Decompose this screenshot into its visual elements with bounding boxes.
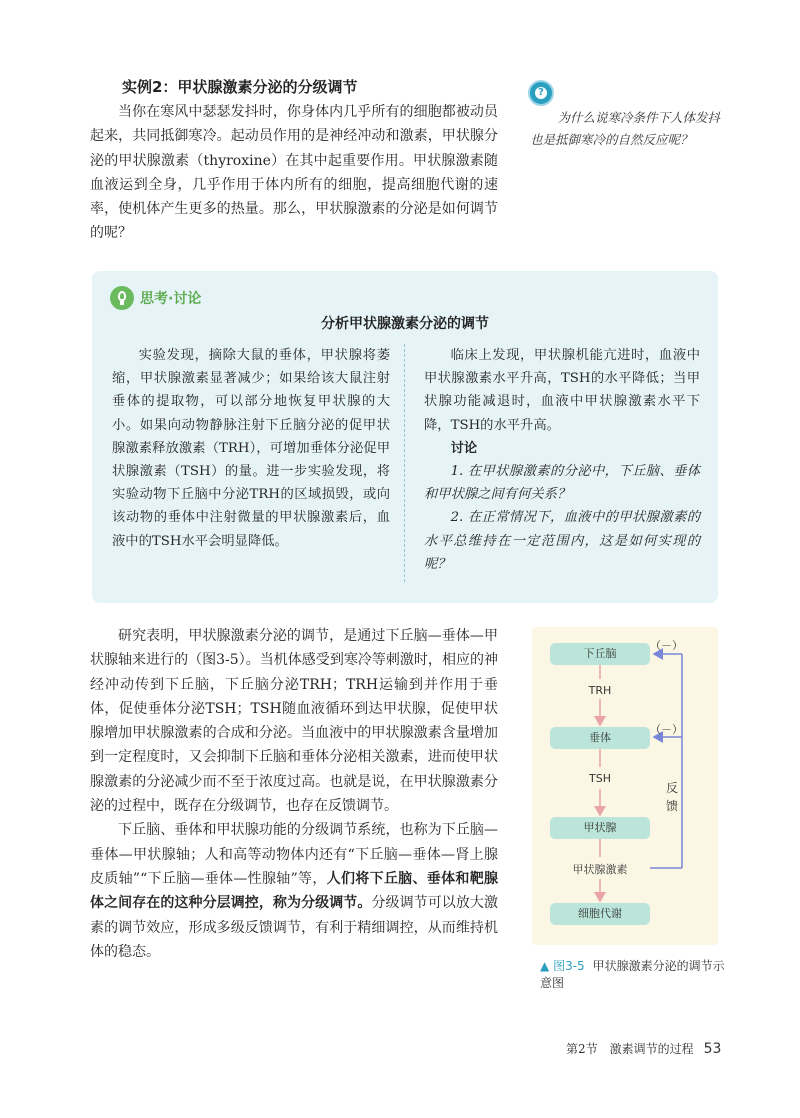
side-question: 为什么说寒冷条件下人体发抖也是抵御寒冷的自然反应呢？	[530, 110, 721, 147]
inhibit-label-2: （－）	[650, 723, 683, 736]
caption-marker: ▲	[540, 959, 550, 973]
flow-arrows	[532, 627, 718, 945]
column-divider	[404, 344, 405, 582]
main-paragraph-1: 研究表明，甲状腺激素分泌的调节，是通过下丘脑—垂体—甲状腺轴来进行的（图3-5）。当机体感受到寒冷等刺激时，相应的神经冲动传到下丘脑，下丘脑分泌TRH；TRH运输到并作用于垂体，促使垂体分泌TSH；TSH随血液循环到达甲状腺，促使甲状腺增加甲状腺激素的合成和分泌。当血液中的甲状腺激素含量增加到一定程度时，又会抑制下丘脑和垂体分泌相关激素，进而使甲状腺激素的分泌减少而不至于浓度过高。也就是说，在甲状腺激素分泌的过程中，既存在分级调节，也存在反馈调节。	[90, 628, 498, 815]
main-paragraph-2-end: 分级调节可以放大激素的调节效应，形成多级反馈调节，有利于精细调控，从而维持机体的稳态。	[90, 895, 499, 960]
feedback-label: 反馈	[666, 781, 679, 813]
discussion-question-1: 1. 在甲状腺激素的分泌中，下丘脑、垂体和甲状腺之间有何关系？	[424, 464, 700, 503]
discussion-question-2: 2. 在正常情况下，血液中的甲状腺激素的水平总维持在一定范围内，这是如何实现的呢？	[424, 510, 700, 572]
key-definition: 人们将下丘脑、垂体和靶腺体之间存在的这种分层调控，称为分级调节。	[90, 870, 499, 912]
discussion-label: 讨论	[450, 440, 478, 456]
think-discuss-badge	[110, 286, 201, 310]
node-cell-metabolism: 细胞代谢	[550, 903, 650, 925]
section-heading: 实例2：甲状腺激素分泌的分级调节	[122, 78, 358, 96]
figure-number: 图3-5	[553, 959, 585, 973]
label-tsh: TSH	[589, 772, 611, 785]
caption-text: 甲状腺激素分泌的调节示意图	[540, 959, 725, 990]
page-number: 53	[703, 1041, 722, 1057]
page-footer	[566, 1040, 721, 1057]
axis-flow-diagram	[532, 627, 718, 945]
intro-text: 当你在寒风中瑟瑟发抖时，你身体内几乎所有的细胞都被动员起来，共同抵御寒冷。起动员作用的是神经冲动和激素，甲状腺分泌的甲状腺激素（thyroxine）在其中起重要作用。甲状腺激素随血液运到全身，几乎作用于体内所有的细胞，提高细胞代谢的速率，使机体产生更多的热量。那么，甲状腺激素的分泌是如何调节的呢？	[90, 104, 498, 242]
label-trh: TRH	[588, 684, 612, 697]
main-text	[90, 624, 498, 964]
think-right-column	[424, 344, 700, 576]
node-pituitary: 垂体	[550, 727, 650, 749]
lightbulb-icon	[110, 286, 134, 310]
inhibit-label-1: （－）	[650, 639, 683, 652]
think-discuss-label: 思考·讨论	[140, 291, 202, 307]
node-thyroid: 甲状腺	[550, 817, 650, 839]
question-icon: ?	[528, 80, 554, 106]
think-right-paragraph: 临床上发现，甲状腺机能亢进时，血液中甲状腺激素水平升高，TSH的水平降低；当甲状腺功能减退时，血液中甲状腺激素水平下降，TSH的水平升高。	[424, 348, 700, 433]
main-paragraph-2	[90, 818, 498, 964]
main-paragraph-2-start: 下丘脑、垂体和甲状腺功能的分级调节系统，也称为下丘脑—垂体—甲状腺轴；人和高等动物体内还有“下丘脑—垂体—肾上腺皮质轴”“下丘脑—垂体—性腺轴”等，	[90, 822, 498, 887]
think-discuss-title: 分析甲状腺激素分泌的调节	[321, 316, 489, 332]
think-left-column	[112, 344, 390, 553]
node-hypothalamus: 下丘脑	[550, 643, 650, 665]
footer-section: 第2节 激素调节的过程	[566, 1042, 694, 1056]
figure-caption	[540, 958, 726, 992]
think-left-paragraph: 实验发现，摘除大鼠的垂体，甲状腺将萎缩，甲状腺激素显著减少；如果给该大鼠注射垂体的提取物，可以部分地恢复甲状腺的大小。如果向动物静脉注射下丘脑分泌的促甲状腺激素释放激素（TRH），可增加垂体分泌促甲状腺激素（TSH）的量。进一步实验发现，将实验动物下丘脑中分泌TRH的区域损毁，或向该动物的垂体中注射微量的甲状腺激素后，血液中的TSH水平会明显降低。	[112, 348, 390, 549]
intro-paragraph	[90, 100, 498, 246]
label-thyroid-hormone: 甲状腺激素	[550, 861, 650, 877]
